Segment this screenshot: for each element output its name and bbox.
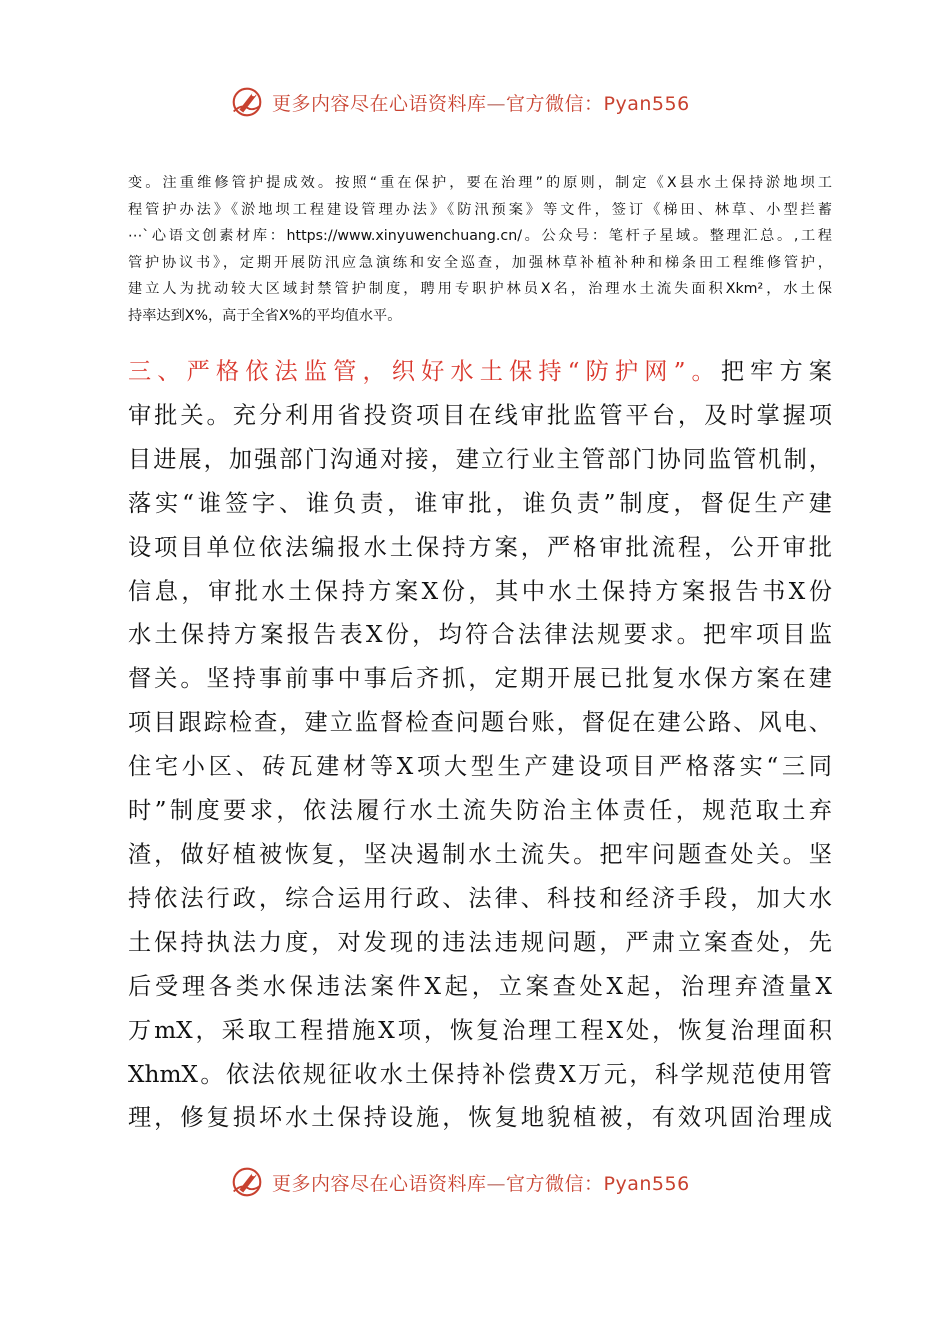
banner-text (272, 89, 690, 116)
text-line: XhmX。依法依规征收水土保持补偿费X万元，科学规范使用管 (128, 1060, 832, 1088)
text-line: 持率达到X%，高于全省X%的平均值水平。 (128, 307, 402, 324)
banner-dash: — (486, 1172, 507, 1195)
intro-paragraph (128, 170, 832, 329)
text-line: 理，修复损坏水土保持设施，恢复地貌植被，有效巩固治理成 (128, 1104, 832, 1132)
text-line: 后受理各类水保违法案件X起，立案查处X起，治理弃渣量X (128, 972, 832, 1000)
text-line: 督关。坚持事前事中事后齐抓，定期开展已批复水保方案在建 (128, 665, 832, 693)
section-heading: 三、严格依法监管，织好水土保持“防护网”。 (128, 358, 721, 385)
text-line: 渣，做好植被恢复，坚决遏制水土流失。把牢问题查处关。坚 (128, 840, 832, 868)
text-line: 住宅小区、砖瓦建材等X项大型生产建设项目严格落实“三同 (128, 753, 832, 781)
text-line: 土保持执法力度，对发现的违法违规问题，严肃立案查处，先 (128, 928, 832, 956)
text-line: 变。注重维修管护提成效。按照“重在保护，要在治理”的原则，制定《X县水土保持淤地坝工 (128, 175, 832, 191)
text-line: ⋯`心语文创素材库：https://www.xinyuwenchuang.cn/。公众号：笔杆子星域。整理汇总。,工程 (128, 228, 832, 244)
text-line: 审批关。充分利用省投资项目在线审批监管平台，及时掌握项 (128, 401, 832, 429)
banner-wechat-text: 官方微信：Pyan556 (506, 92, 690, 115)
header-watermark-banner (228, 80, 728, 124)
pen-nib-logo-icon (228, 1163, 266, 1201)
footer-watermark-banner (228, 1160, 728, 1204)
text-line: 建立人为扰动较大区域封禁管护制度，聘用专职护林员X名，治理水土流失面积Xkm²，水土保 (128, 281, 832, 297)
text-line: 项目跟踪检查，建立监督检查问题台账，督促在建公路、风电、 (128, 709, 832, 737)
heading-line-rest: 把牢方案 (720, 358, 832, 385)
text-line: 万mX，采取工程措施X项，恢复治理工程X处，恢复治理面积 (128, 1016, 832, 1044)
pen-nib-logo-icon (228, 83, 266, 121)
text-line: 程管护办法》《淤地坝工程建设管理办法》《防汛预案》等文件，签订《梯田、林草、小型拦蓄 (128, 201, 832, 218)
text-line: 信息，审批水土保持方案X份，其中水土保持方案报告书X份 (128, 577, 832, 605)
text-line: 目进展，加强部门沟通对接，建立行业主管部门协同监管机制， (128, 445, 832, 473)
banner-dash: — (486, 92, 507, 115)
text-line: 设项目单位依法编报水土保持方案，严格审批流程，公开审批 (128, 533, 832, 561)
text-line: 持依法行政，综合运用行政、法律、科技和经济手段，加大水 (128, 884, 832, 912)
heading-line (128, 350, 832, 394)
text-line: 时”制度要求，依法履行水土流失防治主体责任，规范取土弃 (128, 797, 832, 825)
section-three-paragraph (128, 350, 832, 1140)
banner-wechat-text: 官方微信：Pyan556 (506, 1172, 690, 1195)
text-line: 落实“谁签字、谁负责，谁审批，谁负责”制度，督促生产建 (128, 489, 832, 517)
banner-main-text: 更多内容尽在心语资料库 (272, 92, 487, 115)
banner-text (272, 1169, 690, 1196)
text-line: 管护协议书》，定期开展防汛应急演练和安全巡查，加强林草补植补种和梯条田工程维修管护， (128, 254, 832, 271)
text-line: 水土保持方案报告表X份，均符合法律法规要求。把牢项目监 (128, 621, 832, 649)
banner-main-text: 更多内容尽在心语资料库 (272, 1172, 487, 1195)
